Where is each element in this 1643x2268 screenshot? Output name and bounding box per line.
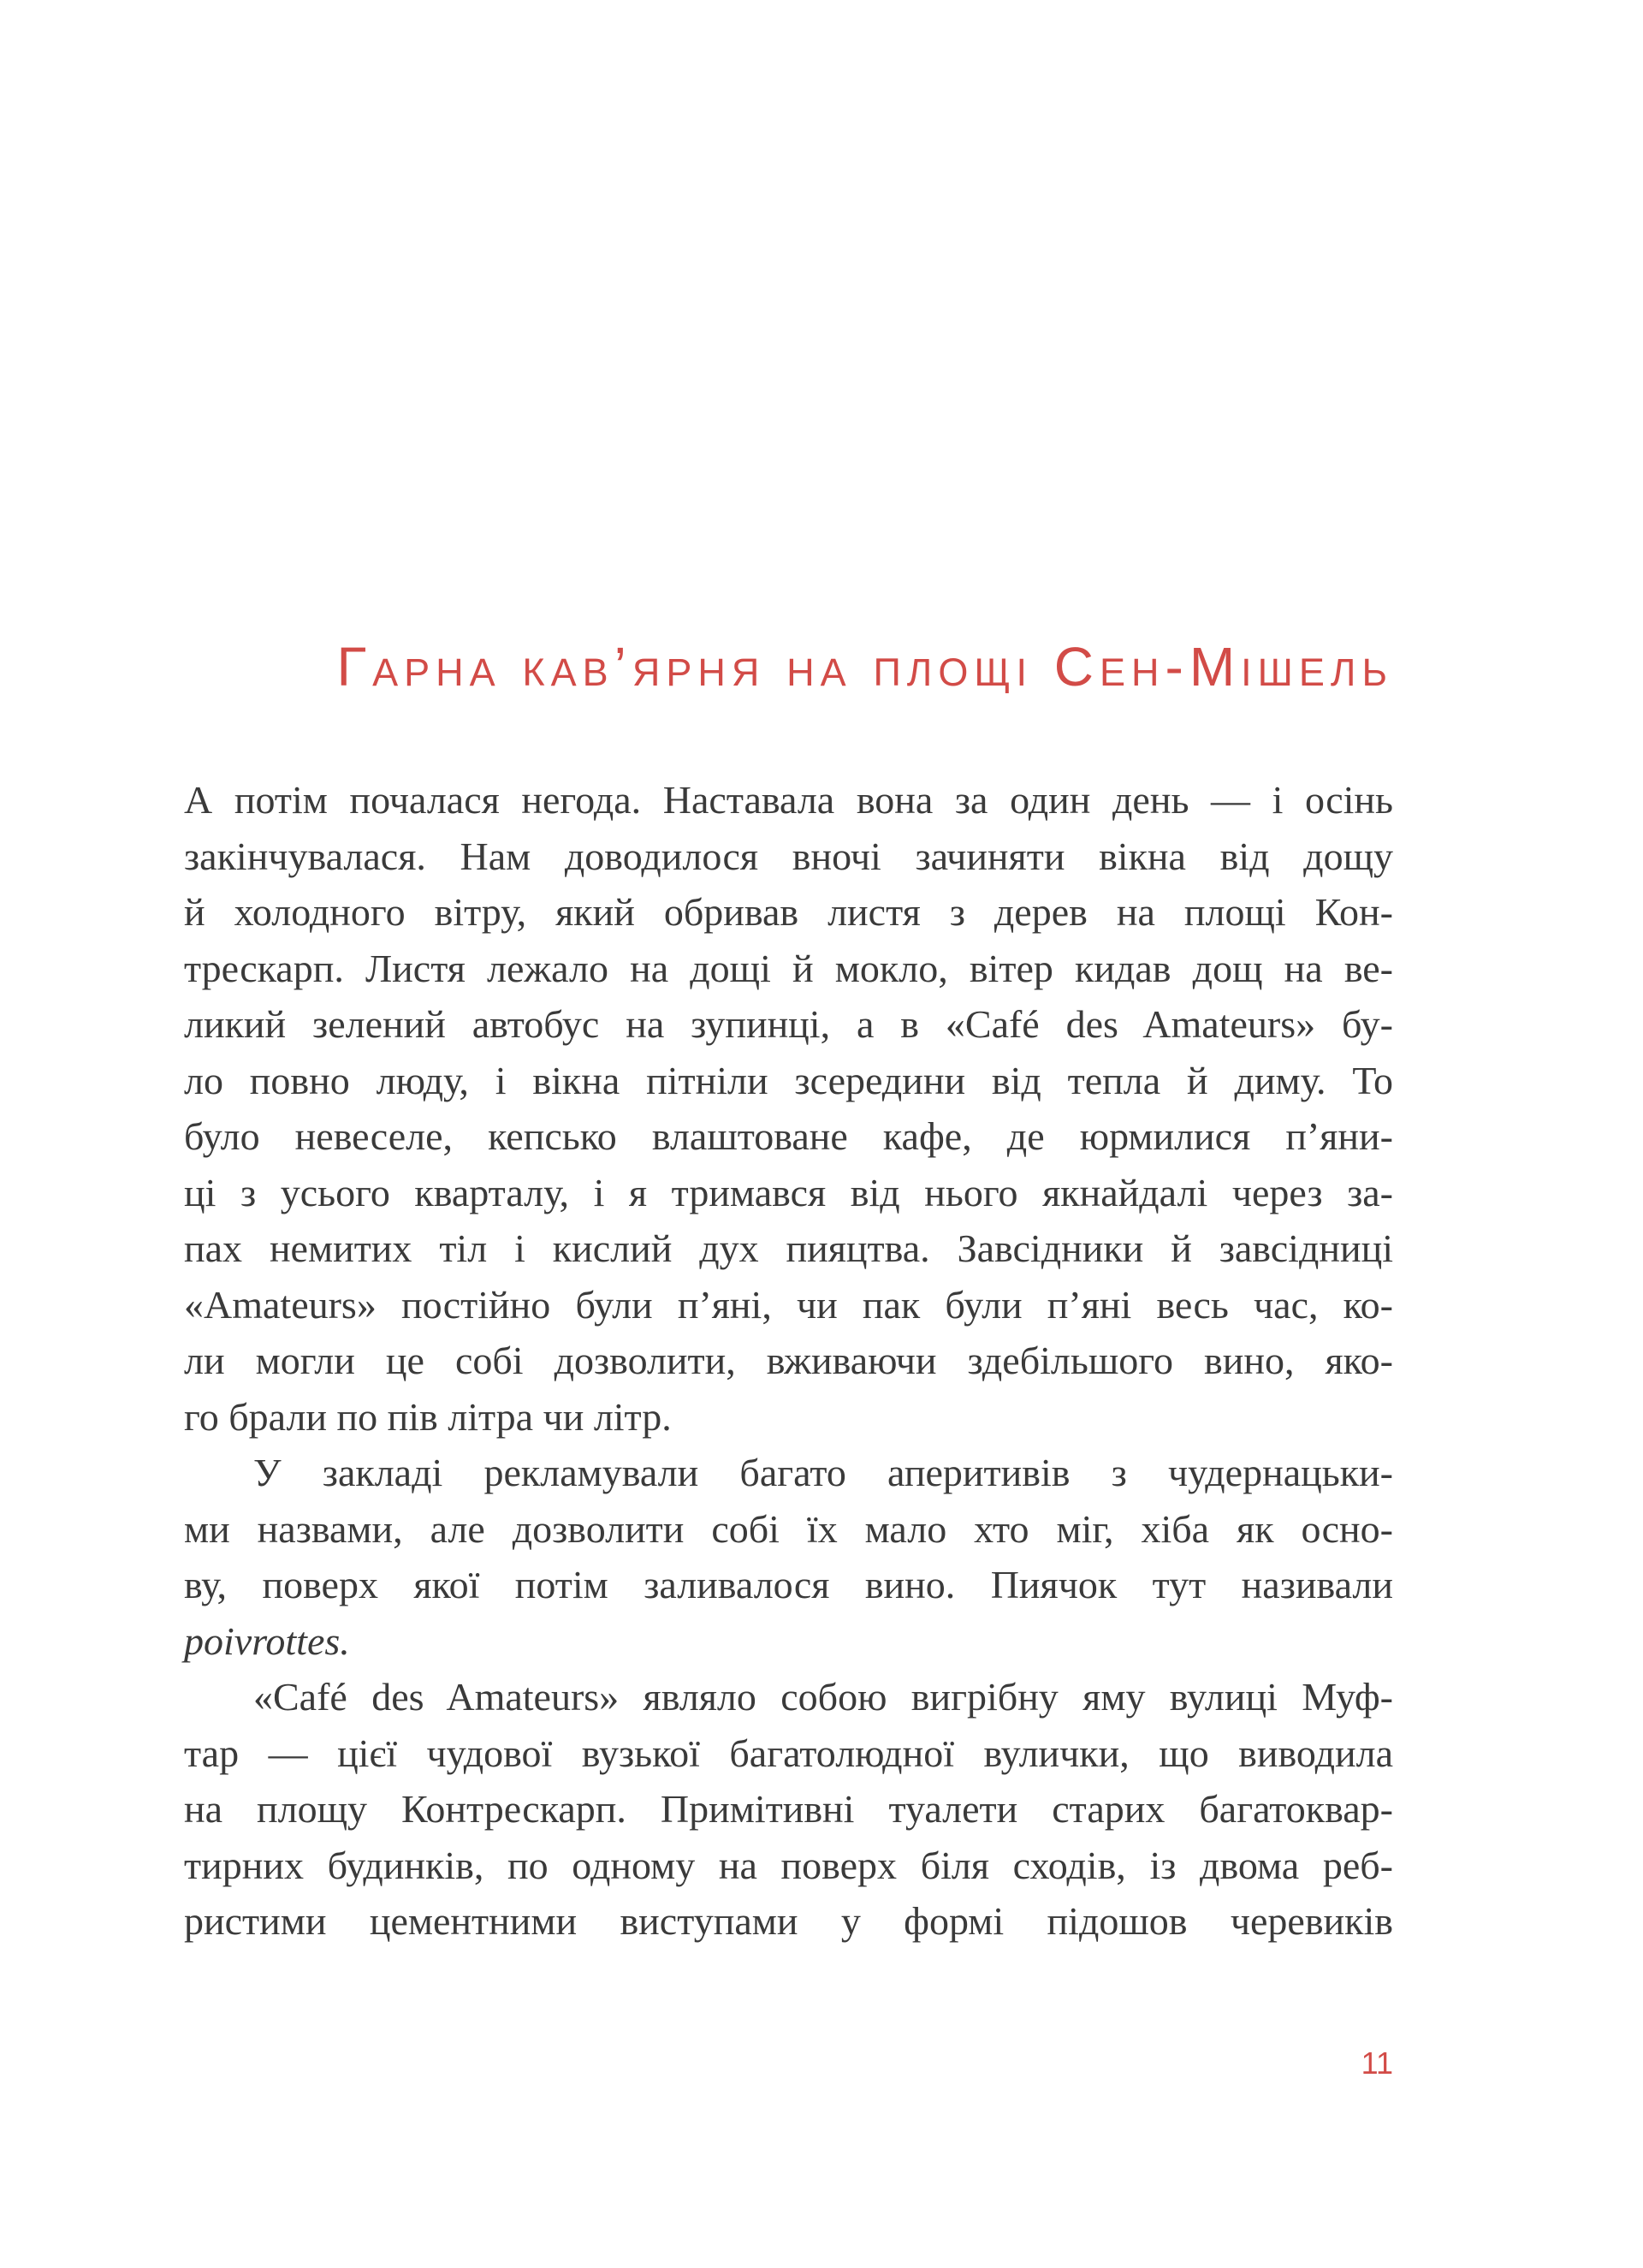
text-line: тирних будинків, по одному на поверх біля сходів, із двома реб- — [184, 1843, 1393, 1887]
text-line: ми назвами, але дозволити собі їх мало хто міг, хіба як осно- — [184, 1506, 1393, 1551]
text-line: ло повно люду, і вікна пітніли зсередини від тепла й диму. То — [184, 1058, 1393, 1102]
text-line: трескарп. Листя лежало на дощі й мокло, вітер кидав дощ на ве- — [184, 946, 1393, 990]
text-line: закінчувалася. Нам доводилося вночі зачиняти вікна від дощу — [184, 834, 1393, 878]
text-line: й холодного вітру, який обривав листя з дерев на площі Кон- — [184, 890, 1393, 934]
text-line: У закладі рекламували багато аперитивів з чудернацьки- — [253, 1451, 1393, 1494]
text-line: на площу Контрескарп. Примітивні туалети старих багатоквар- — [184, 1787, 1393, 1831]
text-line: го брали по пів літра чи літр. — [184, 1394, 672, 1439]
chapter-title: Гарна кав’ярня на площі Сен-Мішель — [336, 635, 1393, 698]
text-line: тар — цієї чудової вузької багатолюдної вулички, що виводила — [184, 1731, 1393, 1775]
text-line: ці з усього кварталу, і я тримався від нього якнайдалі через за- — [184, 1170, 1393, 1214]
text-line: ристими цементними виступами у формі підошов черевиків — [184, 1899, 1393, 1943]
page-number: 11 — [1361, 2045, 1393, 2081]
text-line: пах немитих тіл і кислий дух пияцтва. Завсідники й завсідниці — [184, 1226, 1393, 1270]
text-line: «Café des Amateurs» являло собою вигрібну яму вулиці Муф- — [253, 1675, 1393, 1719]
text-line-italic: poivrottes. — [184, 1618, 350, 1663]
text-line: було невеселе, кепсько влаштоване кафе, де юрмилися п’яни- — [184, 1114, 1393, 1158]
body-text — [184, 772, 1393, 1950]
text-line: ву, поверх якої потім заливалося вино. Пиячок тут називали — [184, 1563, 1393, 1606]
text-line: А потім почалася негода. Наставала вона за один день — і осінь — [184, 778, 1393, 822]
text-line: «Amateurs» постійно були п’яні, чи пак були п’яні весь час, ко- — [184, 1282, 1393, 1327]
text-line: ли могли це собі дозволити, вживаючи здебільшого вино, яко- — [184, 1339, 1393, 1382]
text-line: ликий зелений автобус на зупинці, а в «Café des Amateurs» бу- — [184, 1002, 1393, 1046]
